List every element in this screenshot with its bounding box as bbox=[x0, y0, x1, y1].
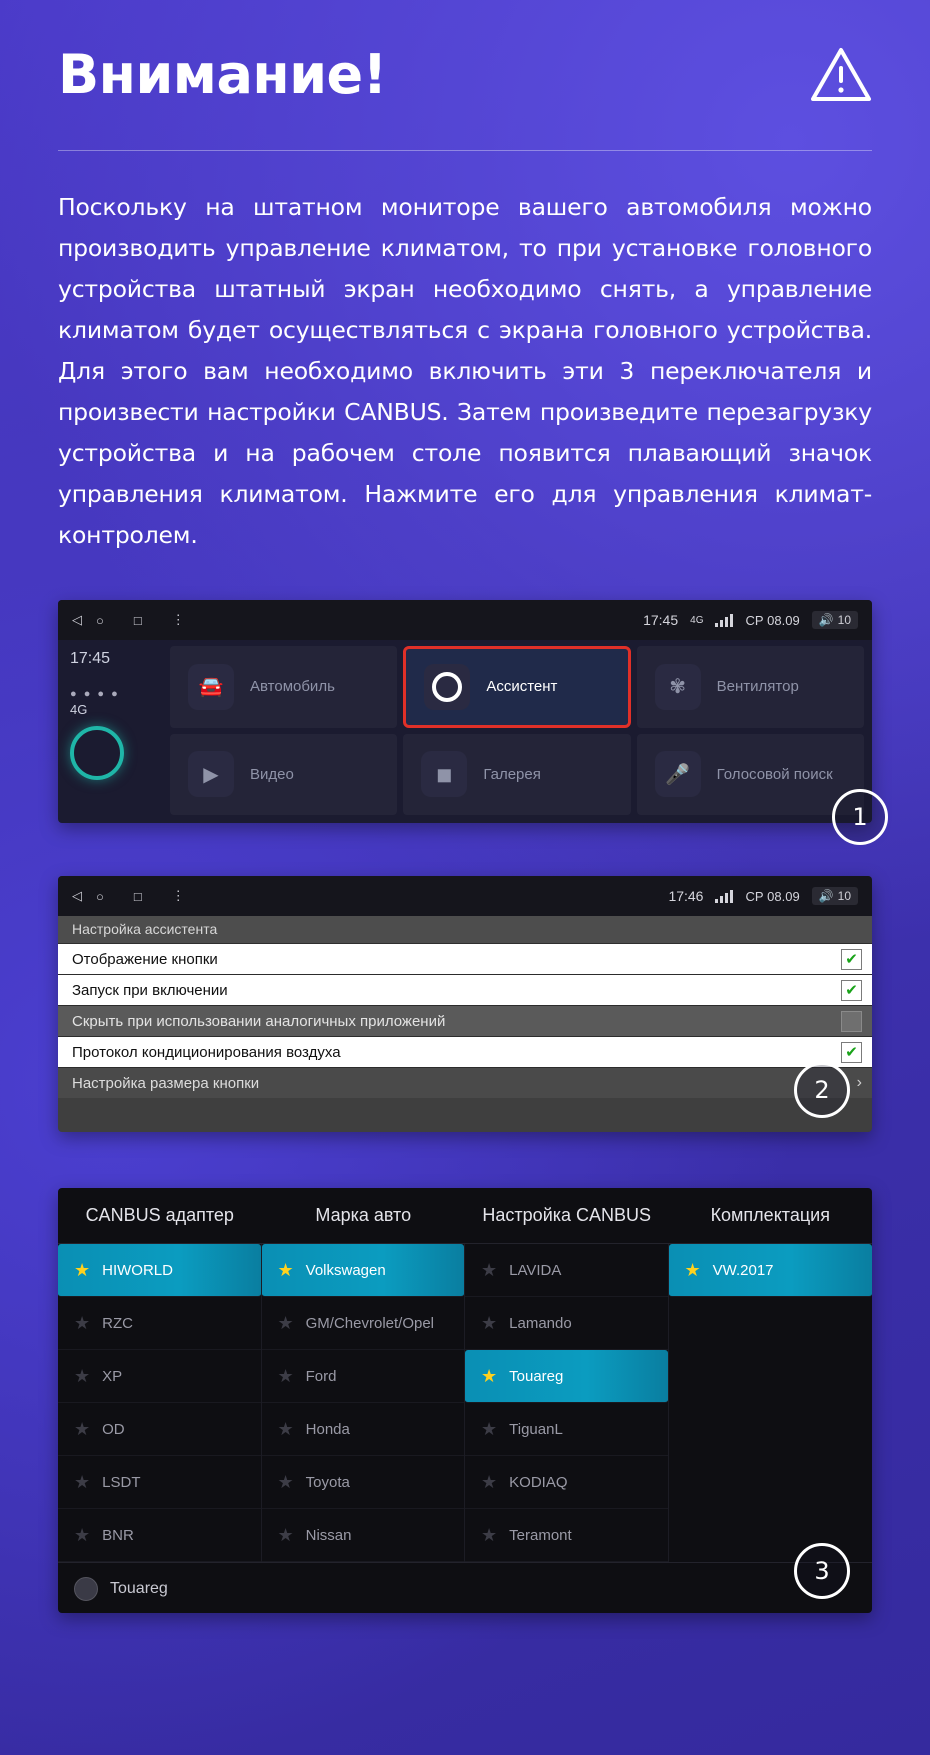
list-item[interactable] bbox=[465, 1297, 668, 1350]
item-label: Lamando bbox=[509, 1314, 572, 1332]
tile-label: Ассистент bbox=[486, 678, 558, 696]
list-item[interactable] bbox=[262, 1244, 465, 1297]
setting-row-show-button[interactable] bbox=[58, 944, 872, 975]
item-label: Teramont bbox=[509, 1526, 572, 1544]
statusbar-2 bbox=[58, 876, 872, 916]
tile-label: Видео bbox=[250, 765, 294, 783]
star-icon: ★ bbox=[481, 1525, 498, 1545]
overflow-icon[interactable]: ⋮ bbox=[171, 612, 185, 627]
star-icon: ★ bbox=[74, 1419, 91, 1439]
column-header-trim: Комплектация bbox=[710, 1205, 830, 1225]
sidebar-signal-dots: ● ● ● ● bbox=[70, 688, 120, 700]
star-icon: ★ bbox=[277, 1472, 294, 1492]
tile-label: Галерея bbox=[483, 765, 541, 783]
list-item[interactable] bbox=[58, 1509, 261, 1562]
setting-label: Протокол кондиционирования воздуха bbox=[72, 1043, 341, 1061]
overflow-icon[interactable]: ⋮ bbox=[171, 888, 185, 903]
step-badge-3: 3 bbox=[794, 1543, 850, 1599]
item-label: VW.2017 bbox=[712, 1261, 774, 1279]
star-icon: ★ bbox=[277, 1419, 294, 1439]
star-icon: ★ bbox=[481, 1472, 498, 1492]
statusbar-time: 17:46 bbox=[668, 888, 704, 904]
speaker-icon: 🔊 bbox=[818, 613, 834, 627]
volume-indicator[interactable] bbox=[812, 611, 858, 629]
list-item[interactable] bbox=[262, 1403, 465, 1456]
setting-label: Скрыть при использовании аналогичных приложений bbox=[72, 1012, 446, 1030]
header-divider bbox=[58, 150, 872, 151]
item-label: Toyota bbox=[305, 1473, 350, 1491]
launcher-sidebar bbox=[58, 640, 166, 823]
tile-video[interactable] bbox=[170, 734, 397, 816]
car-icon: 🚘 bbox=[188, 664, 234, 710]
canbus-column-trim bbox=[669, 1244, 873, 1562]
statusbar-date: СР 08.09 bbox=[745, 612, 800, 628]
list-item[interactable] bbox=[465, 1350, 668, 1403]
globe-icon bbox=[74, 1577, 98, 1601]
list-item[interactable] bbox=[465, 1403, 668, 1456]
tile-label: Голосовой поиск bbox=[716, 765, 833, 783]
assistant-ring-icon[interactable] bbox=[70, 726, 124, 780]
star-icon: ★ bbox=[277, 1260, 294, 1280]
item-label: Honda bbox=[305, 1420, 350, 1438]
item-label: RZC bbox=[102, 1314, 133, 1332]
tile-voice-search[interactable] bbox=[637, 734, 864, 816]
item-label: HIWORLD bbox=[102, 1261, 173, 1279]
checkbox-autostart[interactable]: ✔ bbox=[841, 980, 862, 1001]
star-icon: ★ bbox=[481, 1313, 498, 1333]
setting-label: Отображение кнопки bbox=[72, 950, 218, 968]
list-item[interactable] bbox=[465, 1244, 668, 1297]
tile-fan[interactable] bbox=[637, 646, 864, 728]
gallery-icon: ◼ bbox=[421, 751, 467, 797]
canbus-column-brand bbox=[262, 1244, 466, 1562]
tile-car[interactable] bbox=[170, 646, 397, 728]
star-icon: ★ bbox=[481, 1366, 498, 1386]
star-icon: ★ bbox=[481, 1260, 498, 1280]
sidebar-network: 4G bbox=[70, 702, 88, 717]
list-item[interactable] bbox=[669, 1244, 873, 1297]
step-badge-2: 2 bbox=[794, 1062, 850, 1118]
chevron-right-icon: › bbox=[856, 1074, 862, 1091]
back-icon[interactable]: ◁ bbox=[72, 888, 82, 903]
video-icon: ▶ bbox=[188, 751, 234, 797]
column-header-canbus: Настройка CANBUS bbox=[482, 1205, 652, 1225]
tile-label: Автомобиль bbox=[250, 678, 335, 696]
setting-row-ac-protocol[interactable] bbox=[58, 1037, 872, 1068]
item-label: LAVIDA bbox=[509, 1261, 562, 1279]
checkbox-show-button[interactable]: ✔ bbox=[841, 949, 862, 970]
list-item[interactable] bbox=[262, 1509, 465, 1562]
fan-icon: ✾ bbox=[655, 664, 701, 710]
page-title: Внимание! bbox=[58, 42, 387, 106]
volume-value: 10 bbox=[837, 613, 851, 627]
microphone-icon: 🎤 bbox=[655, 751, 701, 797]
item-label: OD bbox=[102, 1420, 125, 1438]
settings-title: Настройка ассистента bbox=[58, 916, 872, 944]
item-label: Ford bbox=[305, 1367, 337, 1385]
list-item[interactable] bbox=[465, 1509, 668, 1562]
sidebar-time: 17:45 bbox=[70, 650, 111, 667]
setting-label: Настройка размера кнопки bbox=[72, 1074, 260, 1092]
star-icon: ★ bbox=[277, 1366, 294, 1386]
star-icon: ★ bbox=[74, 1525, 91, 1545]
checkbox-hide-similar-apps[interactable] bbox=[841, 1011, 862, 1032]
screenshot-assistant-settings bbox=[58, 876, 872, 1132]
home-icon[interactable]: ○ bbox=[96, 888, 104, 904]
list-item[interactable] bbox=[58, 1350, 261, 1403]
canbus-column-model bbox=[465, 1244, 669, 1562]
statusbar-network: 4G bbox=[690, 614, 704, 626]
star-icon: ★ bbox=[74, 1472, 91, 1492]
item-label: XP bbox=[102, 1367, 123, 1385]
tile-assistant[interactable] bbox=[403, 646, 630, 728]
list-item[interactable] bbox=[58, 1244, 261, 1297]
description-text: Поскольку на штатном мониторе вашего автомобиля можно производить управление климатом, то при установке головного устройства штатный экран необходимо снять, а управление климатом будет осуществляться с экрана головного устройства. Для этого вам необходимо включить эти 3 переключателя и произвести настройки CANBUS. Затем произведите перезагрузку устройства и на рабочем столе появится плавающий значок управления климатом. Нажмите его для управления климат-контролем. bbox=[58, 193, 872, 549]
item-label: Volkswagen bbox=[305, 1261, 386, 1279]
speaker-icon: 🔊 bbox=[818, 889, 834, 903]
setting-row-button-size[interactable] bbox=[58, 1068, 872, 1098]
list-item[interactable] bbox=[58, 1456, 261, 1509]
list-item[interactable] bbox=[262, 1456, 465, 1509]
screenshot-launcher bbox=[58, 600, 872, 831]
item-label: TiguanL bbox=[509, 1420, 563, 1438]
item-label: LSDT bbox=[102, 1473, 141, 1491]
checkbox-ac-protocol[interactable]: ✔ bbox=[841, 1042, 862, 1063]
star-icon: ★ bbox=[481, 1419, 498, 1439]
statusbar-time: 17:45 bbox=[643, 612, 679, 628]
warning-triangle-icon bbox=[810, 46, 872, 104]
star-icon: ★ bbox=[277, 1313, 294, 1333]
star-icon: ★ bbox=[74, 1313, 91, 1333]
list-item[interactable] bbox=[58, 1297, 261, 1350]
setting-row-hide-similar-apps[interactable] bbox=[58, 1006, 872, 1037]
recents-icon[interactable]: □ bbox=[133, 888, 142, 904]
item-label: Nissan bbox=[305, 1526, 352, 1544]
list-item[interactable] bbox=[465, 1456, 668, 1509]
item-label: GM/Chevrolet/Opel bbox=[305, 1314, 435, 1332]
canbus-footer bbox=[58, 1562, 872, 1615]
signal-icon bbox=[715, 890, 733, 903]
statusbar-1 bbox=[58, 600, 872, 640]
launcher-grid bbox=[166, 640, 872, 823]
list-item[interactable] bbox=[262, 1350, 465, 1403]
item-label: BNR bbox=[102, 1526, 134, 1544]
star-icon: ★ bbox=[74, 1366, 91, 1386]
assistant-icon bbox=[424, 664, 470, 710]
star-icon: ★ bbox=[277, 1525, 294, 1545]
column-header-brand: Марка авто bbox=[315, 1205, 412, 1225]
tile-gallery[interactable] bbox=[403, 734, 630, 816]
star-icon: ★ bbox=[684, 1260, 701, 1280]
list-item[interactable] bbox=[58, 1403, 261, 1456]
item-label: Touareg bbox=[509, 1367, 564, 1385]
recents-icon[interactable]: □ bbox=[133, 612, 142, 628]
content-column bbox=[58, 0, 872, 1613]
item-label: KODIAQ bbox=[509, 1473, 568, 1491]
setting-label: Запуск при включении bbox=[72, 981, 228, 999]
setting-row-autostart[interactable] bbox=[58, 975, 872, 1006]
tile-label: Вентилятор bbox=[716, 678, 799, 696]
canbus-column-adapter bbox=[58, 1244, 262, 1562]
column-header-adapter: CANBUS адаптер bbox=[85, 1205, 234, 1225]
home-icon[interactable]: ○ bbox=[96, 612, 104, 628]
signal-icon bbox=[715, 614, 733, 627]
header bbox=[58, 0, 872, 104]
volume-value: 10 bbox=[837, 889, 851, 903]
screenshot-canbus-settings bbox=[58, 1188, 872, 1613]
volume-indicator[interactable] bbox=[812, 887, 858, 905]
star-icon: ★ bbox=[74, 1260, 91, 1280]
list-item[interactable] bbox=[262, 1297, 465, 1350]
back-icon[interactable]: ◁ bbox=[72, 612, 82, 627]
statusbar-date: СР 08.09 bbox=[745, 888, 800, 904]
step-badge-1: 1 bbox=[832, 789, 888, 845]
footer-label: Touareg bbox=[110, 1580, 168, 1597]
canbus-column-headers bbox=[58, 1188, 872, 1244]
